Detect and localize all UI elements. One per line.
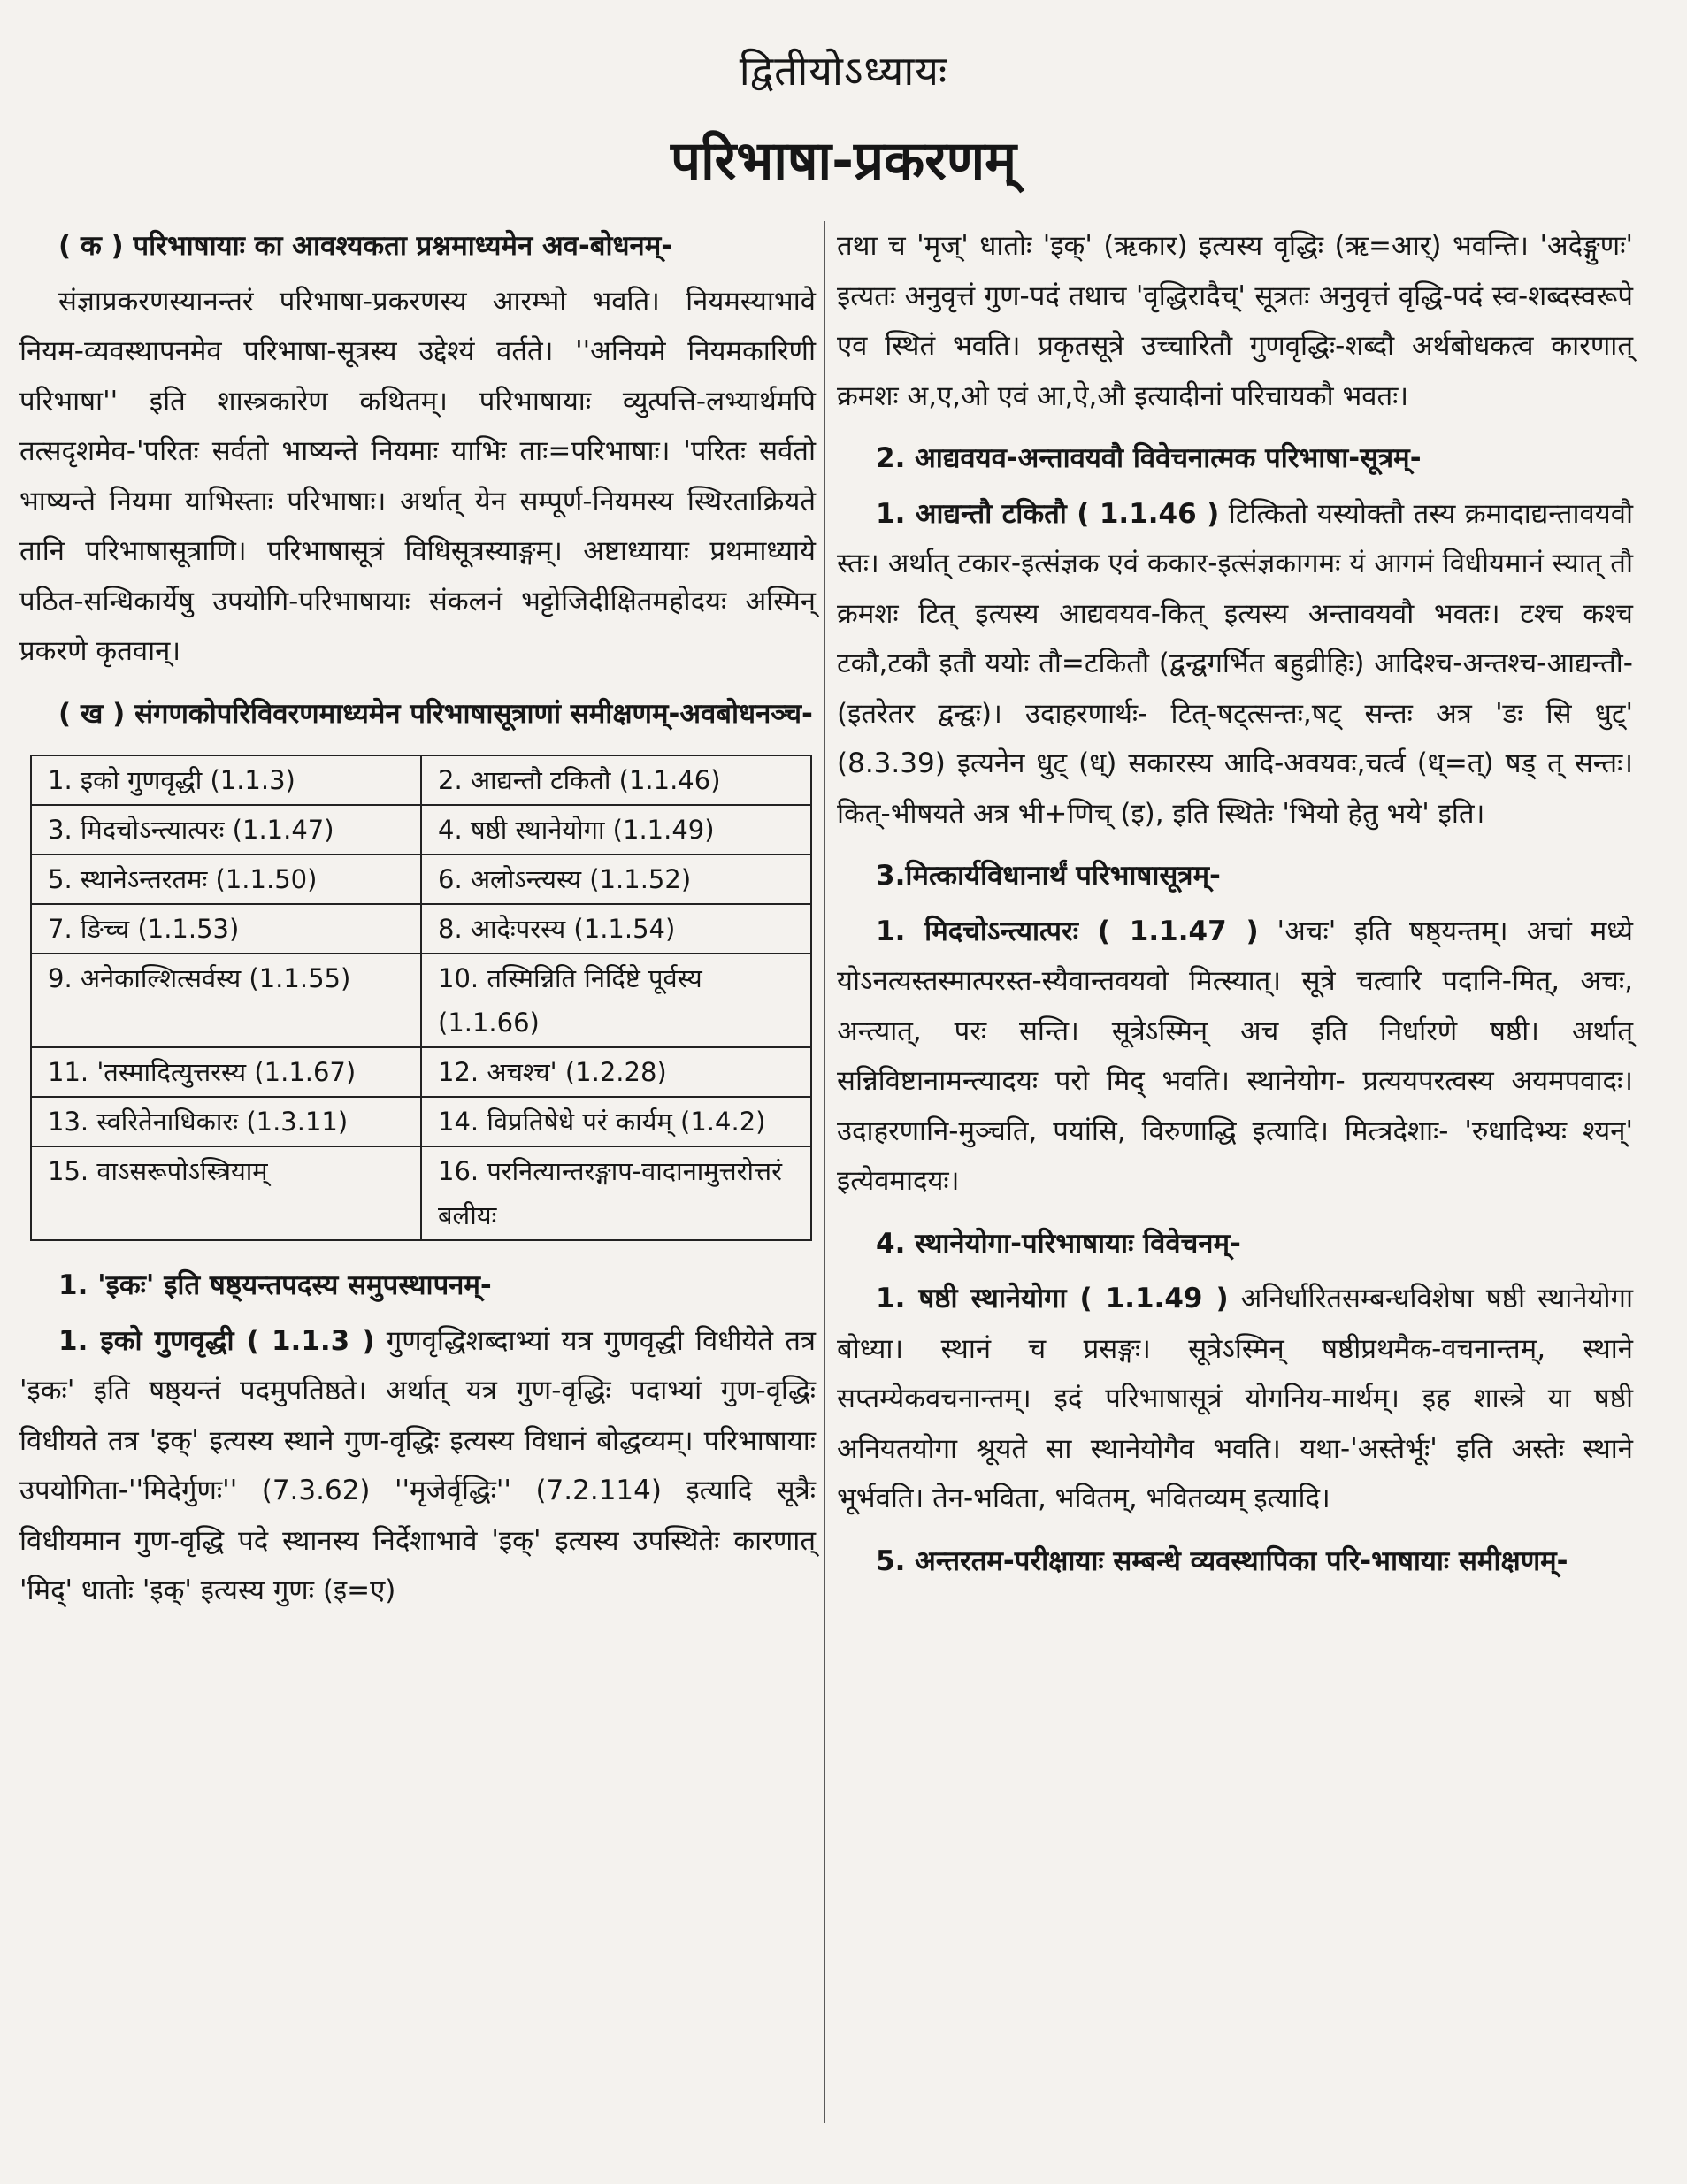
table-cell: 13. स्वरितेनाधिकारः (1.3.11) — [31, 1097, 421, 1146]
sutra-text: अनिर्धारितसम्बन्धविशेषा षष्ठी स्थानेयोगा बोध्या। स्थानं च प्रसङ्गः। सूत्रेऽस्मिन् षष्ठीप्रथमैक-वचनान्तम्, स्थाने सप्तम्येकवचनान्तम्। इदं परिभाषासूत्रं योगनिय-मार्थम्। इह शास्त्रे या षष्ठी अनियतयोगा श्रूयते सा स्थानेयोगैव भवति। यथा-'अस्तेर्भूः' इति अस्तेः स्थाने भूर्भवति। तेन-भविता, भवितम्, भवितव्यम् इत्यादि। — [837, 1283, 1634, 1514]
table-cell: 11. 'तस्मादित्युत्तरस्य (1.1.67) — [31, 1047, 421, 1097]
table-cell: 3. मिदचोऽन्त्यात्परः (1.1.47) — [31, 805, 421, 854]
table-cell: 8. आदेःपरस्य (1.1.54) — [421, 904, 811, 954]
page-title: परिभाषा-प्रकरणम् — [670, 130, 1017, 192]
sutra-text: गुणवृद्धिशब्दाभ्यां यत्र गुणवृद्धी विधीयेते तत्र 'इकः' इति षष्ठ्यन्तं पदमुपतिष्ठते। अर्थात् यत्र गुण-वृद्धिः पदाभ्यां गुण-वृद्धिः विधीयते तत्र 'इक्' इत्यस्य स्थाने गुण-वृद्धिः इत्यस्य विधानं बोद्धव्यम्। परिभाषायाः उपयोगिता-''मिदेर्गुणः'' (7.3.62) ''मृजेर्वृद्धिः'' (7.2.114) इत्यादि सूत्रैः विधीयमान गुण-वृद्धि पदे स्थानस्य निर्देशाभावे 'इक्' इत्यस्य उपस्थितेः कारणात् 'मिद्' धातोः 'इक्' इत्यस्य गुणः (इ=ए) — [19, 1324, 816, 1606]
table-cell: 6. अलोऽन्त्यस्य (1.1.52) — [421, 854, 811, 904]
table-row — [31, 1097, 811, 1146]
table-row — [31, 854, 811, 904]
table-cell: 9. अनेकाल्शित्सर्वस्य (1.1.55) — [31, 954, 421, 1047]
table-cell: 14. विप्रतिषेधे परं कार्यम् (1.4.2) — [421, 1097, 811, 1146]
table-cell: 5. स्थानेऽन्तरतमः (1.1.50) — [31, 854, 421, 904]
section-4-heading: 4. स्थानेयोगा-परिभाषायाः विवेचनम्- — [876, 1227, 1241, 1260]
sutra-lead: 1. आद्यन्तौ टकितौ ( 1.1.46 ) — [876, 497, 1220, 530]
continued-paragraph: तथा च 'मृज्' धातोः 'इक्' (ऋकार) इत्यस्य वृद्धिः (ऋ=आर्) भवन्ति। 'अदेङ्गुणः' इत्यतः अनुवृत्तं गुण-पदं तथाच 'वृद्धिरादैच्' सूत्रतः अनुवृत्तं वृद्धि-पदं स्व-शब्दस्वरूपे एव स्थितं भवति। प्रकृतसूत्रे उच्चारितौ गुणवृद्धिः-शब्दौ अर्थबोधकत्व कारणात् क्रमशः अ,ए,ओ एवं आ,ऐ,औ इत्यादीनां परिचायकौ भवतः। — [837, 230, 1633, 412]
section-1-heading: 1. 'इकः' इति षष्ठ्यन्तपदस्य समुपस्थापनम्- — [58, 1269, 492, 1301]
column-divider — [824, 221, 825, 2123]
section-3-heading: 3.मित्कार्यविधानार्थं परिभाषासूत्रम्- — [876, 860, 1221, 892]
table-cell: 7. ङिच्च (1.1.53) — [31, 904, 421, 954]
sutra-lead: 1. षष्ठी स्थानेयोगा ( 1.1.49 ) — [876, 1283, 1229, 1314]
table-row — [31, 904, 811, 954]
sutra-table — [30, 755, 812, 1241]
section-kha-heading: ( ख ) संगणकोपरिविवरणमाध्यमेन परिभाषासूत्राणां समीक्षणम्-अवबोधनञ्च- — [58, 697, 813, 730]
section-2-heading: 2. आद्यवयव-अन्तावयवौ विवेचनात्मक परिभाषा-सूत्रम्- — [876, 442, 1422, 474]
chapter-heading: द्वितीयोऽध्यायः — [739, 47, 948, 95]
section-1-paragraph — [19, 1316, 816, 1616]
sutra-lead: 1. इको गुणवृद्धी ( 1.1.3 ) — [58, 1324, 375, 1357]
table-cell: 12. अचश्च' (1.2.28) — [421, 1047, 811, 1097]
sutra-text: 'अचः' इति षष्ठ्यन्तम्। अचां मध्ये योऽनत्यस्तस्मात्परस्त-स्यैवान्तवयवो मित्स्यात्। सूत्रे चत्वारि पदानि-मित्, अचः, अन्त्यात्, परः सन्ति। सूत्रेऽस्मिन् अच इति निर्धारणे षष्ठी। अर्थात् सन्निविष्टानामन्त्यादयः परो मिद् भवति। स्थानेयोग- प्रत्ययपरत्वस्य अयमपवादः। उदाहरणानि-मुञ्चति, पयांसि, विरुणाद्धि इत्यादि। मित्त्रदेशाः- 'रुधादिभ्यः श्यन्' इत्येवमादयः। — [837, 915, 1633, 1197]
table-row — [31, 755, 811, 805]
table-cell: 16. परनित्यान्तरङ्गाप-वादानामुत्तरोत्तरं बलीयः — [421, 1146, 811, 1240]
section-2-paragraph — [837, 489, 1633, 839]
section-4-paragraph — [837, 1274, 1633, 1524]
section-5-heading: 5. अन्तरतम-परीक्षायाः सम्बन्धे व्यवस्थापिका परि-भाषायाः समीक्षणम्- — [876, 1544, 1568, 1577]
section-ka-paragraph: संज्ञाप्रकरणस्यानन्तरं परिभाषा-प्रकरणस्य आरम्भो भवति। नियमस्याभावे नियम-व्यवस्थापनमेव परिभाषा-सूत्रस्य उद्देश्यं वर्तते। ''अनियमे नियमकारिणी परिभाषा'' इति शास्त्रकारेण कथितम्। परिभाषायाः व्युत्पत्ति-लभ्यार्थमपि तत्सदृशमेव-'परितः सर्वतो भाष्यन्ते नियमाः याभिः ताः=परिभाषाः। 'परितः सर्वतो भाष्यन्ते नियमा याभिस्ताः परिभाषाः। अर्थात् येन सम्पूर्ण-नियमस्य स्थिरताक्रियते तानि परिभाषासूत्राणि। परिभाषासूत्रं विधिसूत्रस्याङ्गम्। अष्टाध्यायाः प्रथमाध्याये पठित-सन्धिकार्येषु उपयोगि-परिभाषायाः संकलनं भट्टोजिदीक्षितमहोदयः अस्मिन् प्रकरणे कृतवान्। — [19, 285, 816, 667]
table-row — [31, 954, 811, 1047]
sutra-lead: 1. मिदचोऽन्त्यात्परः ( 1.1.47 ) — [876, 915, 1259, 947]
table-cell: 10. तस्मिन्निति निर्दिष्टे पूर्वस्य (1.1.66) — [421, 954, 811, 1047]
left-column — [19, 221, 816, 1628]
table-cell: 2. आद्यन्तौ टकितौ (1.1.46) — [421, 755, 811, 805]
section-3-paragraph — [837, 907, 1633, 1207]
sutra-text: टित्कितो यस्योक्तौ तस्य क्रमादाद्यन्तावयवौ स्तः। अर्थात् टकार-इत्संज्ञक एवं ककार-इत्संज्ञकागमः यं आगमं विधीयमानं स्यात् तौ क्रमशः टित् इत्यस्य आद्यवयव-कित् इत्यस्य अन्तावयवौ भवतः। टश्च कश्च टकौ,टकौ इतौ ययोः तौ=टकितौ (द्वन्द्वगर्भित बहुव्रीहिः) आदिश्च-अन्तश्च-आद्यन्तौ-(इतरेतर द्वन्द्वः)। उदाहरणार्थः- टित्-षट्त्सन्तः,षट् सन्तः अत्र 'डः सि धुट्' (8.3.39) इत्यनेन धुट् (ध्) सकारस्य आदि-अवयवः,चर्त्व (ध्=त्) षड् त् सन्तः। कित्-भीषयते अत्र भी+णिच् (इ), इति स्थितेः 'भियो हेतु भये' इति। — [837, 497, 1633, 830]
table-row — [31, 805, 811, 854]
table-cell: 15. वाऽसरूपोऽस्त्रियाम् — [31, 1146, 421, 1240]
table-row — [31, 1146, 811, 1240]
right-column — [837, 221, 1633, 1591]
table-cell: 4. षष्ठी स्थानेयोगा (1.1.49) — [421, 805, 811, 854]
table-row — [31, 1047, 811, 1097]
section-ka-heading: ( क ) परिभाषायाः का आवश्यकता प्रश्नमाध्यमेन अव-बोधनम्- — [58, 230, 673, 262]
table-cell: 1. इको गुणवृद्धी (1.1.3) — [31, 755, 421, 805]
